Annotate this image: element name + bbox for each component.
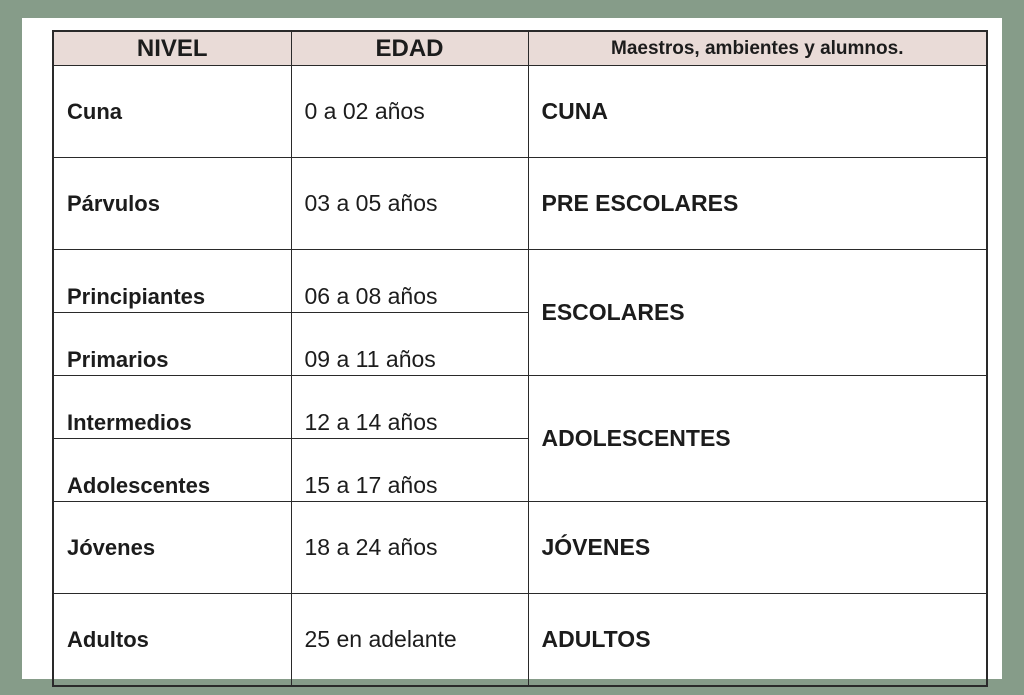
header-edad: EDAD <box>291 31 528 66</box>
age-levels-table <box>52 30 988 687</box>
document-page <box>22 18 1002 679</box>
nivel-cell: Primarios <box>53 313 291 376</box>
nivel-cell: Cuna <box>53 66 291 158</box>
edad-cell: 15 a 17 años <box>291 439 528 502</box>
grupo-cell: ESCOLARES <box>528 250 987 376</box>
edad-cell: 25 en adelante <box>291 594 528 687</box>
edad-cell: 12 a 14 años <box>291 376 528 439</box>
edad-cell: 18 a 24 años <box>291 502 528 594</box>
table-row <box>53 502 987 594</box>
header-nivel: NIVEL <box>53 31 291 66</box>
nivel-cell: Párvulos <box>53 158 291 250</box>
nivel-cell: Intermedios <box>53 376 291 439</box>
table-row <box>53 66 987 158</box>
table-header-row <box>53 31 987 66</box>
grupo-cell: CUNA <box>528 66 987 158</box>
nivel-cell: Jóvenes <box>53 502 291 594</box>
grupo-cell: ADOLESCENTES <box>528 376 987 502</box>
header-ambientes: Maestros, ambientes y alumnos. <box>528 31 987 66</box>
table-row <box>53 376 987 439</box>
nivel-cell: Adultos <box>53 594 291 687</box>
edad-cell: 0 a 02 años <box>291 66 528 158</box>
table-row <box>53 594 987 687</box>
grupo-cell: ADULTOS <box>528 594 987 687</box>
nivel-cell: Principiantes <box>53 250 291 313</box>
grupo-cell: PRE ESCOLARES <box>528 158 987 250</box>
edad-cell: 06 a 08 años <box>291 250 528 313</box>
grupo-cell: JÓVENES <box>528 502 987 594</box>
edad-cell: 03 a 05 años <box>291 158 528 250</box>
nivel-cell: Adolescentes <box>53 439 291 502</box>
table-row <box>53 250 987 313</box>
table-row <box>53 158 987 250</box>
edad-cell: 09 a 11 años <box>291 313 528 376</box>
